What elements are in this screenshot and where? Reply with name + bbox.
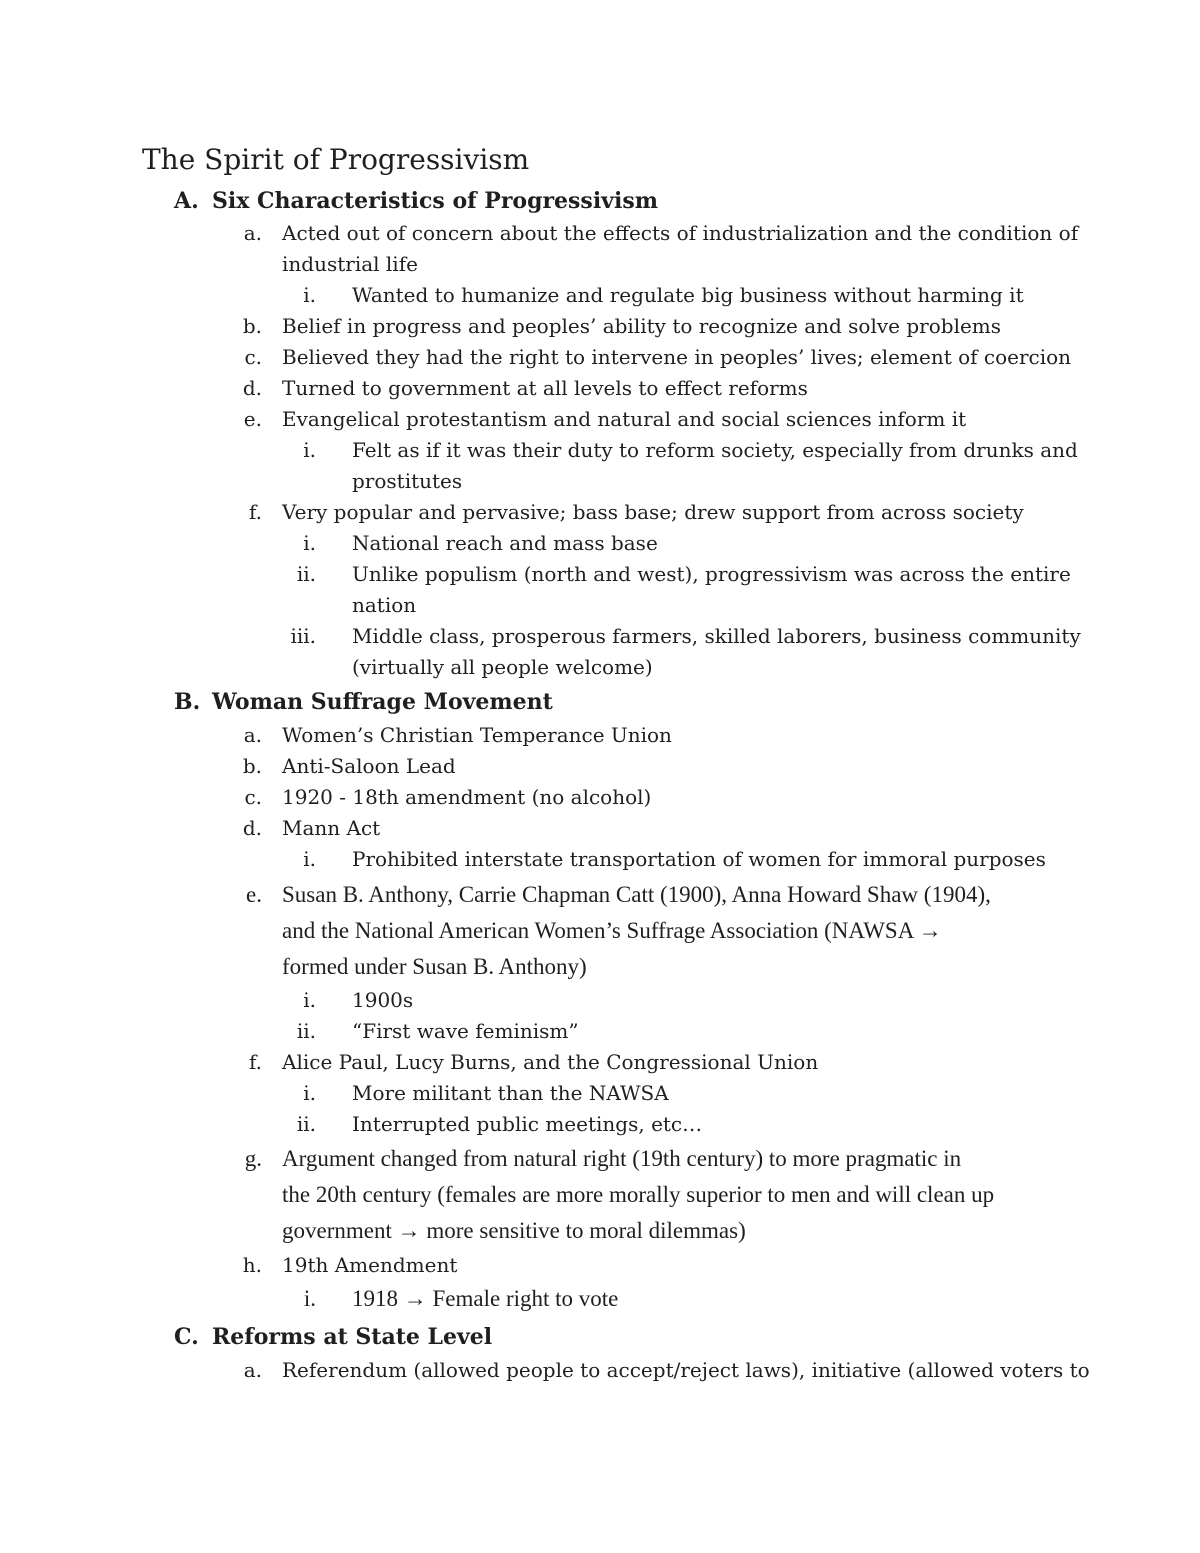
list-text: Acted out of concern about the effects of industrialization and the condition of bbox=[282, 221, 1079, 245]
list-text: Prohibited interstate transportation of women for immoral purposes bbox=[352, 847, 1046, 871]
list-text: Anti-Saloon Lead bbox=[282, 754, 456, 778]
list-text: (virtually all people welcome) bbox=[352, 655, 653, 679]
section-title: Six Characteristics of Progressivism bbox=[212, 188, 658, 214]
list-text: More militant than the NAWSA bbox=[352, 1081, 669, 1105]
section-marker: A. bbox=[174, 188, 199, 214]
list-text: Mann Act bbox=[282, 816, 381, 840]
list-marker: ii. bbox=[296, 1112, 316, 1136]
list-text: “First wave feminism” bbox=[352, 1019, 579, 1043]
list-text: Very popular and pervasive; bass base; drew support from across society bbox=[282, 500, 1024, 524]
list-text: 19th Amendment bbox=[282, 1253, 458, 1277]
list-marker: g. bbox=[244, 1146, 262, 1171]
list-text: Women’s Christian Temperance Union bbox=[282, 723, 672, 747]
page-title: The Spirit of Progressivism bbox=[142, 143, 530, 176]
list-marker: i. bbox=[303, 1081, 316, 1105]
list-marker: b. bbox=[242, 754, 262, 778]
list-text: 1900s bbox=[352, 988, 414, 1012]
list-text: 1918 → Female right to vote bbox=[352, 1286, 619, 1311]
list-text: Middle class, prosperous farmers, skilled laborers, business community bbox=[352, 624, 1081, 648]
list-text: nation bbox=[352, 593, 417, 617]
list-text: Alice Paul, Lucy Burns, and the Congressional Union bbox=[282, 1050, 819, 1074]
list-marker: e. bbox=[246, 882, 262, 907]
list-text: Turned to government at all levels to effect reforms bbox=[282, 376, 808, 400]
list-text: Felt as if it was their duty to reform society, especially from drunks and bbox=[352, 438, 1078, 462]
list-text: formed under Susan B. Anthony) bbox=[282, 954, 587, 979]
section-title: Reforms at State Level bbox=[212, 1324, 493, 1350]
list-text: government → more sensitive to moral dilemmas) bbox=[282, 1218, 746, 1243]
list-marker: e. bbox=[243, 407, 262, 431]
list-text: Referendum (allowed people to accept/reject laws), initiative (allowed voters to bbox=[282, 1358, 1090, 1382]
list-text: Wanted to humanize and regulate big business without harming it bbox=[352, 283, 1024, 307]
list-marker: h. bbox=[242, 1253, 262, 1277]
list-marker: b. bbox=[242, 314, 262, 338]
list-text: prostitutes bbox=[352, 469, 463, 493]
list-marker: iii. bbox=[290, 624, 316, 648]
list-text: the 20th century (females are more morally superior to men and will clean up bbox=[282, 1182, 995, 1207]
list-marker: d. bbox=[242, 376, 262, 400]
list-marker: d. bbox=[242, 816, 262, 840]
list-text: Believed they had the right to intervene in peoples’ lives; element of coercion bbox=[282, 345, 1072, 369]
list-text: and the National American Women’s Suffrage Association (NAWSA → bbox=[282, 918, 942, 943]
list-marker: ii. bbox=[296, 562, 316, 586]
list-marker: f. bbox=[248, 500, 262, 524]
list-marker: a. bbox=[243, 723, 262, 747]
list-marker: i. bbox=[303, 438, 316, 462]
list-marker: a. bbox=[243, 1358, 262, 1382]
list-text: industrial life bbox=[282, 252, 418, 276]
list-marker: i. bbox=[303, 847, 316, 871]
section-marker: C. bbox=[174, 1324, 199, 1350]
list-marker: c. bbox=[244, 785, 262, 809]
list-text: 1920 - 18th amendment (no alcohol) bbox=[282, 785, 652, 809]
list-marker: ii. bbox=[296, 1019, 316, 1043]
list-text: Interrupted public meetings, etc… bbox=[352, 1112, 703, 1136]
list-marker: c. bbox=[244, 345, 262, 369]
list-text: Argument changed from natural right (19th century) to more pragmatic in bbox=[282, 1146, 962, 1171]
section-marker: B. bbox=[174, 689, 201, 715]
list-marker: f. bbox=[248, 1050, 262, 1074]
list-marker: i. bbox=[303, 531, 316, 555]
list-marker: a. bbox=[243, 221, 262, 245]
list-text: Belief in progress and peoples’ ability to recognize and solve problems bbox=[282, 314, 1002, 338]
list-marker: i. bbox=[303, 1286, 316, 1311]
list-text: Susan B. Anthony, Carrie Chapman Catt (1900), Anna Howard Shaw (1904), bbox=[282, 882, 991, 907]
list-text: Evangelical protestantism and natural and social sciences inform it bbox=[282, 407, 967, 431]
list-text: National reach and mass base bbox=[352, 531, 658, 555]
list-marker: i. bbox=[303, 988, 316, 1012]
list-marker: i. bbox=[303, 283, 316, 307]
section-title: Woman Suffrage Movement bbox=[212, 689, 553, 715]
list-text: Unlike populism (north and west), progressivism was across the entire bbox=[352, 562, 1071, 586]
